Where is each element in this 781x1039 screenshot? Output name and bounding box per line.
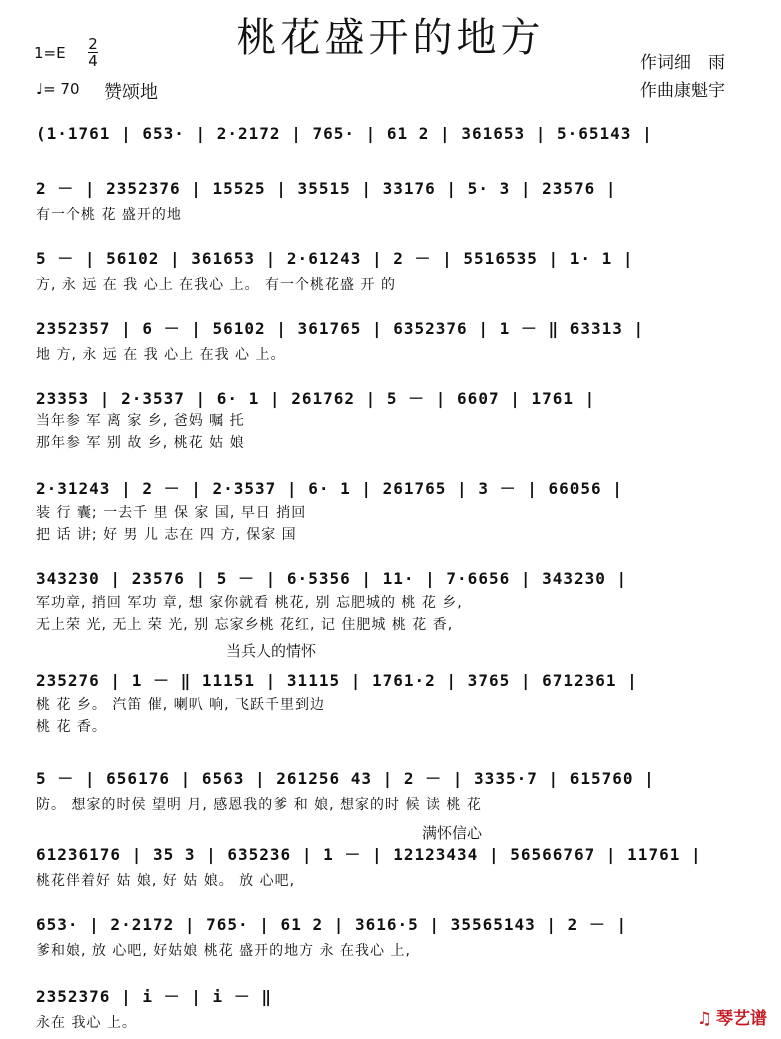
- notation: 2352357 | 6 － | 56102 | 361765 | 6352376 | 1 － ‖ 63313 |: [36, 319, 645, 338]
- lyric-verse-1: 永在 我心 上。: [36, 1015, 137, 1031]
- notation: 61236176 | 35 3 | 635236 | 1 － | 12123434 | 56566767 | 11761 |: [36, 845, 702, 864]
- tempo-marking: ♩= 70: [36, 80, 80, 98]
- quarter-note-icon: ♩: [36, 80, 44, 98]
- notation: 235276 | 1 － ‖ 11151 | 31115 | 1761·2 | 3765 | 6712361 |: [36, 671, 638, 690]
- site-logo: ♫ 琴艺谱: [696, 1009, 767, 1029]
- time-signature-top: 2: [88, 35, 98, 53]
- lyric-verse-2: 那年参 军 别 故 乡, 桃花 姑 娘: [36, 435, 245, 451]
- lyric-verse-1: 方, 永 远 在 我 心上 在我心 上。 有一个桃花盛 开 的: [36, 277, 396, 293]
- annotation-confidence: 满怀信心: [422, 824, 483, 842]
- lyric-verse-1: 桃花伴着好 姑 娘, 好 姑 娘。 放 心吧,: [36, 873, 296, 889]
- notation: 2352376 | i － | i － ‖: [36, 987, 273, 1006]
- notation: 2 － | 2352376 | 15525 | 35515 | 33176 | 5· 3 | 23576 |: [36, 179, 617, 198]
- lyric-verse-2: 桃 花 香。: [36, 719, 107, 735]
- lyric-verse-1: 地 方, 永 远 在 我 心上 在我 心 上。: [36, 347, 286, 363]
- notation: 5 － | 56102 | 361653 | 2·61243 | 2 － | 5516535 | 1· 1 |: [36, 249, 634, 268]
- lyric-verse-1: 军功章, 捎回 军功 章, 想 家你就看 桃花, 别 忘肥城的 桃 花 乡,: [36, 595, 463, 611]
- notation: 2·31243 | 2 － | 2·3537 | 6· 1 | 261765 | 3 － | 66056 |: [36, 479, 623, 498]
- lyric-verse-1: 爹和娘, 放 心吧, 好姑娘 桃花 盛开的地方 永 在我心 上,: [36, 943, 411, 959]
- lyric-verse-1: 当年参 军 离 家 乡, 爸妈 嘱 托: [36, 413, 245, 429]
- lyric-verse-2: 把 话 讲; 好 男 儿 志在 四 方, 保家 国: [36, 527, 297, 543]
- lyricist-credit: 作词细 雨: [640, 53, 725, 73]
- notation: 653· | 2·2172 | 765· | 61 2 | 3616·5 | 35565143 | 2 － |: [36, 915, 628, 934]
- lyric-verse-1: 装 行 囊; 一去千 里 保 家 国, 早日 捎回: [36, 505, 307, 521]
- notation: (1·1761 | 653· | 2·2172 | 765· | 61 2 | 361653 | 5·65143 |: [36, 124, 653, 143]
- lyric-verse-1: 桃 花 乡。 汽笛 催, 喇叭 响, 飞跃千里到边: [36, 697, 326, 713]
- composer-credit: 作曲康魁宇: [640, 81, 725, 101]
- key-signature: 1=E: [34, 44, 66, 62]
- time-signature-bottom: 4: [88, 52, 98, 70]
- expression-marking: 赞颂地: [104, 82, 158, 103]
- lyric-verse-1: 防。 想家的时侯 望明 月, 感恩我的爹 和 娘, 想家的时 候 读 桃 花: [36, 797, 482, 813]
- notation: 5 － | 656176 | 6563 | 261256 43 | 2 － | 3335·7 | 615760 |: [36, 769, 655, 788]
- notation: 343230 | 23576 | 5 － | 6·5356 | 11· | 7·6656 | 343230 |: [36, 569, 628, 588]
- song-title: 桃花盛开的地方: [236, 15, 545, 61]
- time-signature: [88, 36, 98, 69]
- notation: 23353 | 2·3537 | 6· 1 | 261762 | 5 － | 6607 | 1761 |: [36, 389, 596, 408]
- annotation-soldier-feeling: 当兵人的情怀: [226, 642, 317, 660]
- lyric-verse-1: 有一个桃 花 盛开的地: [36, 207, 182, 223]
- lyric-verse-2: 无上荣 光, 无上 荣 光, 别 忘家乡桃 花红, 记 住肥城 桃 花 香,: [36, 617, 454, 633]
- music-note-icon: ♫: [696, 1009, 712, 1029]
